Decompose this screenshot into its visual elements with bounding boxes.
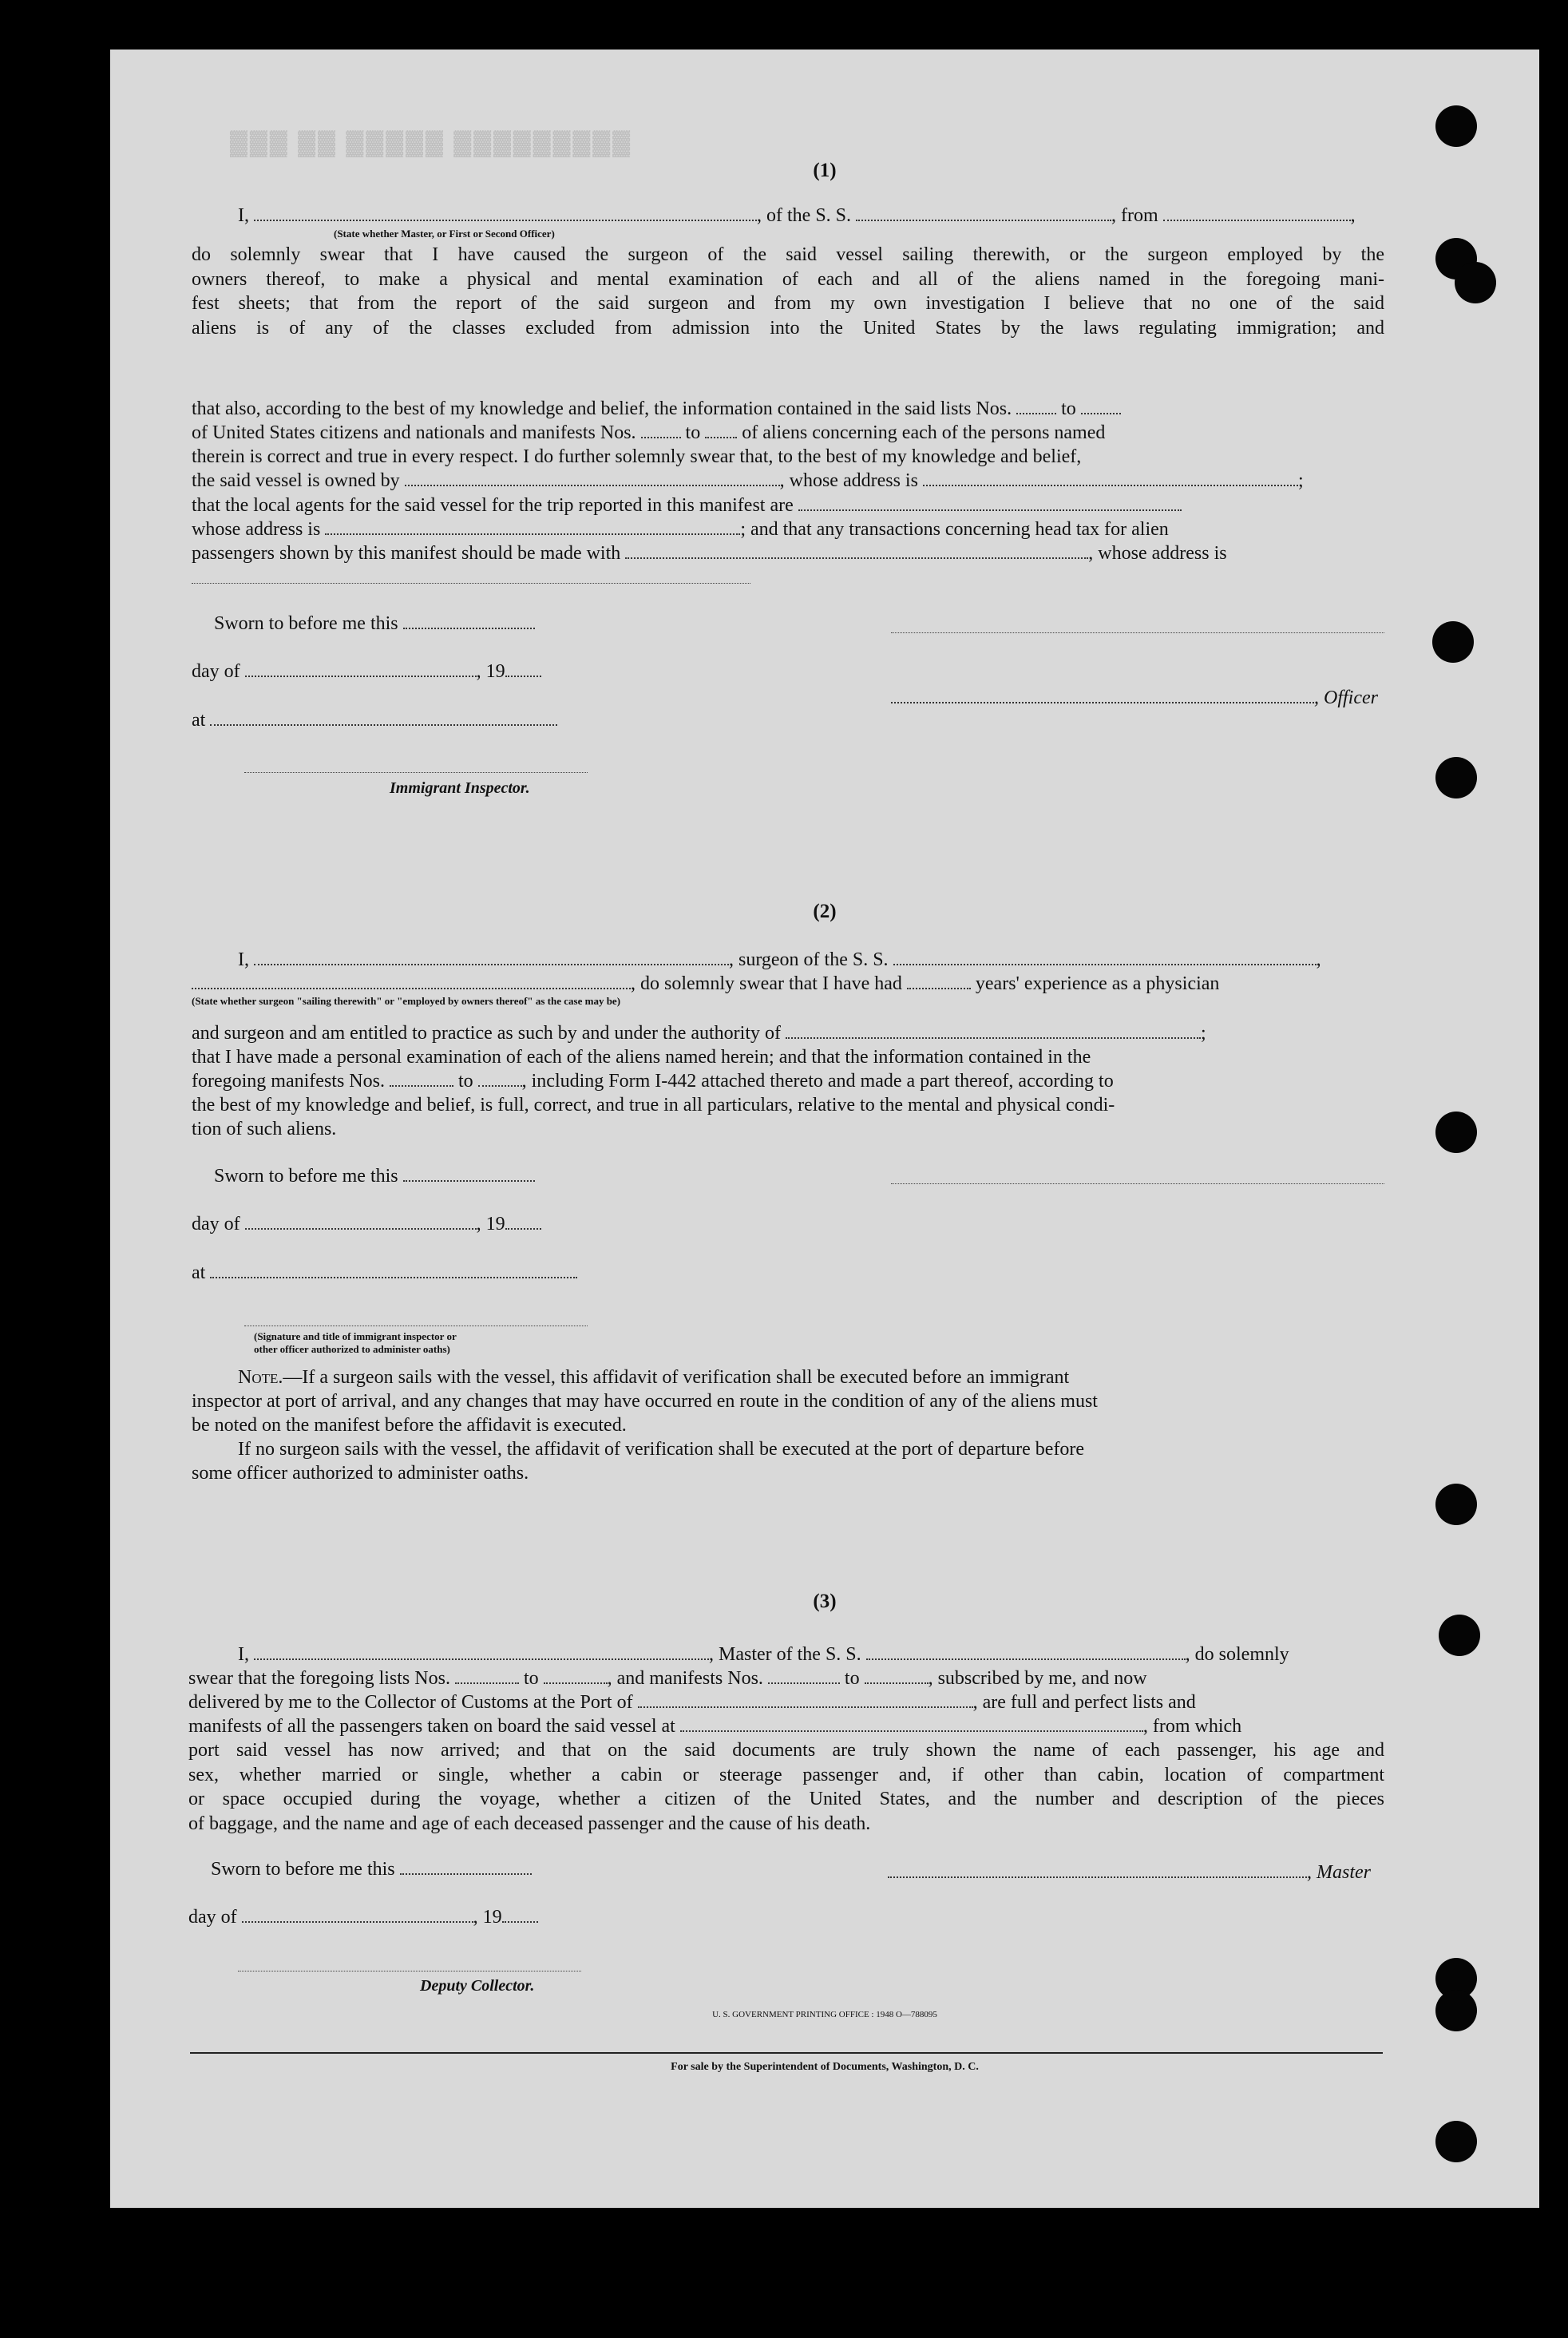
blank[interactable]	[923, 480, 1298, 486]
s2-such: tion of such aliens.	[192, 1119, 337, 1139]
s2-fm-c: , including Form I-442 attached thereto and made a part thereof, according to	[521, 1071, 1114, 1092]
inspector-signature-line[interactable]	[244, 772, 588, 773]
footer-rule	[190, 2052, 1383, 2054]
s2-sworn-text: Sworn to before me this	[214, 1166, 398, 1187]
s1-pass-a: passengers shown by this manifest should be made with	[192, 543, 621, 564]
s3-dayof-text: day of	[188, 1907, 237, 1928]
blank[interactable]	[403, 623, 535, 629]
blank[interactable]	[502, 1916, 538, 1923]
blank[interactable]	[254, 959, 729, 965]
s1-at-text: at	[192, 710, 206, 731]
s3-l1-a: I,	[238, 1644, 249, 1665]
blank[interactable]	[400, 1868, 532, 1875]
blank[interactable]	[865, 1678, 929, 1684]
officer-signature-line[interactable]	[891, 632, 1384, 633]
section-2-number: (2)	[813, 901, 837, 922]
s2-sworn	[214, 1164, 535, 1188]
blank[interactable]	[866, 1654, 1186, 1660]
officer-blank[interactable]	[891, 697, 1314, 703]
s2-year: , 19	[476, 1214, 505, 1234]
punch-hole	[1435, 1990, 1477, 2031]
s2-l2-a: , do solemnly swear that I have had	[631, 973, 902, 994]
section-3-number: (3)	[813, 1591, 837, 1612]
s2-exam: that I have made a personal examination of each of the aliens named herein; and that the information contained in the	[192, 1047, 1091, 1068]
s3-para	[188, 1738, 1384, 1812]
s3-deputy: Deputy Collector.	[420, 1977, 535, 1995]
master-blank[interactable]	[888, 1872, 1307, 1878]
s3-line-2	[188, 1666, 1147, 1690]
s3-sworn	[211, 1857, 532, 1881]
s3-l4-a: manifests of all the passengers taken on board the said vessel at	[188, 1716, 675, 1737]
bleed-through-mark: ▓▓▓ ▓▓ ▓▓▓▓▓ ▓▓▓▓▓▓▓▓▓	[230, 129, 633, 156]
blank[interactable]	[1016, 408, 1056, 414]
document-page	[110, 50, 1539, 2208]
s1-nos-b: to	[1061, 398, 1076, 419]
punch-hole	[1435, 1484, 1477, 1525]
blank[interactable]	[403, 1175, 535, 1182]
s2-auth-b: ;	[1201, 1023, 1206, 1044]
s2-sig-1: (Signature and title of immigrant inspector or	[254, 1330, 457, 1342]
s1-agents: that the local agents for the said vessel for the trip reported in this manifest are	[192, 495, 794, 516]
s1-line-agents	[192, 493, 1182, 517]
punch-hole	[1455, 262, 1496, 303]
blank[interactable]	[245, 671, 477, 677]
s1-p1-line: aliens is of any of the classes excluded from admission into the United States by the laws regulating immigration; and	[192, 317, 1384, 339]
s1-year: , 19	[476, 661, 505, 682]
s2-l1-b: , surgeon of the S. S.	[729, 949, 889, 970]
s1-owned-b: , whose address is	[779, 470, 918, 491]
punch-hole	[1435, 757, 1477, 798]
blank[interactable]	[893, 959, 1317, 965]
s3-p-line: port said vessel has now arrived; and that on the said documents are truly shown the name of each passenger, his age and	[188, 1740, 1384, 1761]
section-1-number: (1)	[813, 160, 837, 181]
s2-subcaption: (State whether surgeon "sailing therewith" or "employed by owners thereof" as the case may be)	[192, 995, 621, 1007]
blank[interactable]	[680, 1726, 1143, 1732]
gpo-imprint: U. S. GOVERNMENT PRINTING OFFICE : 1948 O—788095	[712, 2010, 937, 2019]
s1-l1-b: , of the S. S.	[757, 205, 852, 226]
s1-man-b: to	[685, 422, 701, 443]
s2-note-label: Note.	[238, 1367, 283, 1388]
s2-line-2	[192, 972, 1219, 996]
s1-dayof	[192, 660, 541, 684]
s1-inspector: Immigrant Inspector.	[390, 779, 530, 797]
s3-l4-b: , from which	[1142, 1716, 1242, 1737]
punch-hole	[1435, 105, 1477, 147]
blank[interactable]	[192, 983, 631, 989]
s2-note-4: If no surgeon sails with the vessel, the affidavit of verification shall be executed at the port of departure before	[238, 1439, 1085, 1460]
s1-addr-a: whose address is	[192, 519, 321, 540]
s1-dayof-text: day of	[192, 661, 240, 682]
s3-p-line: or space occupied during the voyage, whether a citizen of the United States, and the number and description of the pieces	[188, 1789, 1384, 1809]
s1-man-a: of United States citizens and nationals and manifests Nos.	[192, 422, 636, 443]
blank[interactable]	[856, 215, 1111, 221]
blank[interactable]	[544, 1678, 608, 1684]
s1-p1-line: fest sheets; that from the report of the said surgeon and from my own investigation I believe that no one of the said	[192, 293, 1384, 314]
s1-nos-a: that also, according to the best of my knowledge and belief, the information contained in the said lists Nos.	[192, 398, 1012, 419]
rule	[192, 583, 750, 584]
punch-hole	[1439, 1615, 1480, 1656]
s1-l1-a: I,	[238, 205, 249, 226]
s1-man-c: of aliens concerning each of the persons named	[742, 422, 1106, 443]
s3-l3-b: , are full and perfect lists and	[972, 1692, 1196, 1713]
s2-fm	[192, 1069, 1114, 1093]
blank[interactable]	[625, 553, 1088, 559]
s2-fm-b: to	[457, 1071, 473, 1092]
s1-at	[192, 708, 557, 732]
blank[interactable]	[1163, 215, 1351, 221]
s1-l1-c: , from	[1111, 205, 1158, 226]
punch-hole	[1435, 1112, 1477, 1153]
s1-subcaption: (State whether Master, or First or Second Officer)	[334, 228, 555, 240]
blank[interactable]	[455, 1678, 519, 1684]
s1-p1-line: owners thereof, to make a physical and mental examination of each and all of the aliens named in the foregoing mani-	[192, 268, 1384, 290]
s1-para-1	[192, 243, 1384, 340]
s3-l2-b: to	[523, 1668, 539, 1689]
s1-sworn	[214, 612, 535, 636]
s2-at	[192, 1261, 577, 1285]
s2-fm-a: foregoing manifests Nos.	[192, 1071, 385, 1092]
s1-officer-label: , Officer	[1314, 688, 1378, 708]
s1-p1-line: do solemnly swear that I have caused the surgeon of the said vessel sailing therewith, or the surgeon employed by the	[192, 244, 1384, 265]
s2-dayof	[192, 1212, 541, 1236]
blank[interactable]	[245, 1223, 477, 1230]
blank[interactable]	[390, 1080, 453, 1087]
blank[interactable]	[242, 1916, 473, 1923]
blank[interactable]	[405, 480, 780, 486]
for-sale-notice: For sale by the Superintendent of Documents, Washington, D. C.	[671, 2061, 979, 2073]
blank[interactable]	[768, 1678, 840, 1684]
s3-line-4	[188, 1714, 1241, 1738]
s2-sig-2: other officer authorized to administer oaths)	[254, 1343, 450, 1355]
s1-line-pass	[192, 541, 1227, 565]
s1-officer	[891, 686, 1378, 710]
s3-year: , 19	[473, 1907, 502, 1928]
s1-line-addr	[192, 517, 1169, 541]
s3-l2-a: swear that the foregoing lists Nos.	[188, 1668, 450, 1689]
s3-l2-e: , subscribed by me, and now	[928, 1668, 1147, 1689]
s1-addr-b: ; and that any transactions concerning head tax for alien	[740, 519, 1169, 540]
s2-auth-a: and surgeon and am entitled to practice as such by and under the authority of	[192, 1023, 781, 1044]
blank[interactable]	[638, 1702, 973, 1708]
s2-line-1	[238, 948, 1321, 972]
s3-line-3	[188, 1690, 1196, 1714]
s3-last: of baggage, and the name and age of each deceased passenger and the cause of his death.	[188, 1813, 871, 1834]
blank[interactable]	[798, 505, 1182, 511]
s3-l1-c: , do solemnly	[1185, 1644, 1289, 1665]
s1-pass-b: , whose address is	[1088, 543, 1227, 564]
s3-l3-a: delivered by me to the Collector of Customs at the Port of	[188, 1692, 633, 1713]
s2-note-2: inspector at port of arrival, and any changes that may have occurred en route in the condition of any of the aliens must	[192, 1391, 1098, 1412]
s1-line-correct: therein is correct and true in every respect. I do further solemnly swear that, to the best of my knowledge and belief,	[192, 446, 1082, 467]
blank[interactable]	[505, 1223, 541, 1230]
s2-l1-a: I,	[238, 949, 249, 970]
blank[interactable]	[254, 215, 757, 221]
blank[interactable]	[325, 529, 740, 535]
s3-p-line: sex, whether married or single, whether a cabin or steerage passenger and, if other than cabin, location of compartment	[188, 1764, 1384, 1785]
s3-sworn-text: Sworn to before me this	[211, 1859, 395, 1880]
s2-note-3: be noted on the manifest before the affidavit is executed.	[192, 1415, 627, 1436]
s2-best: the best of my knowledge and belief, is full, correct, and true in all particulars, relative to the mental and physical condi-	[192, 1095, 1115, 1116]
blank[interactable]	[1081, 408, 1121, 414]
s2-dayof-text: day of	[192, 1214, 240, 1234]
s2-note-5: some officer authorized to administer oaths.	[192, 1463, 529, 1484]
s3-master-label: , Master	[1307, 1862, 1371, 1883]
s3-l2-c: , and manifests Nos.	[607, 1668, 763, 1689]
blank[interactable]	[478, 1080, 522, 1087]
s3-l2-d: to	[844, 1668, 860, 1689]
s2-l2-b: years' experience as a physician	[975, 973, 1220, 994]
s3-dayof	[188, 1905, 538, 1929]
blank[interactable]	[254, 1654, 709, 1660]
blank[interactable]	[907, 983, 971, 989]
s1-line-1: I, , of the S. S. , from ,	[238, 205, 1356, 226]
s3-line-1	[238, 1643, 1289, 1666]
punch-hole	[1435, 2121, 1477, 2162]
s1-line-man	[192, 421, 1105, 445]
s2-auth	[192, 1021, 1206, 1045]
punch-hole	[1432, 621, 1474, 663]
s2-l1-c: ,	[1316, 949, 1321, 970]
blank[interactable]	[505, 671, 541, 677]
s2-note-1	[238, 1365, 1069, 1389]
blank[interactable]	[786, 1032, 1201, 1039]
s1-line-owned	[192, 469, 1304, 493]
s3-master	[888, 1860, 1371, 1884]
blank[interactable]	[210, 719, 557, 726]
s1-owned-a: the said vessel is owned by	[192, 470, 400, 491]
blank[interactable]	[210, 1272, 577, 1278]
s2-at-text: at	[192, 1262, 206, 1283]
s2-note1: —If a surgeon sails with the vessel, this affidavit of verification shall be executed before an immigrant	[283, 1367, 1070, 1388]
s2-signature-line[interactable]	[891, 1183, 1384, 1184]
s1-owned-c: ;	[1297, 470, 1304, 491]
blank[interactable]	[641, 432, 681, 438]
s3-l1-b: , Master of the S. S.	[709, 1644, 861, 1665]
blank[interactable]	[705, 432, 737, 438]
s1-sworn-text: Sworn to before me this	[214, 613, 398, 634]
s1-line-nos	[192, 397, 1121, 421]
